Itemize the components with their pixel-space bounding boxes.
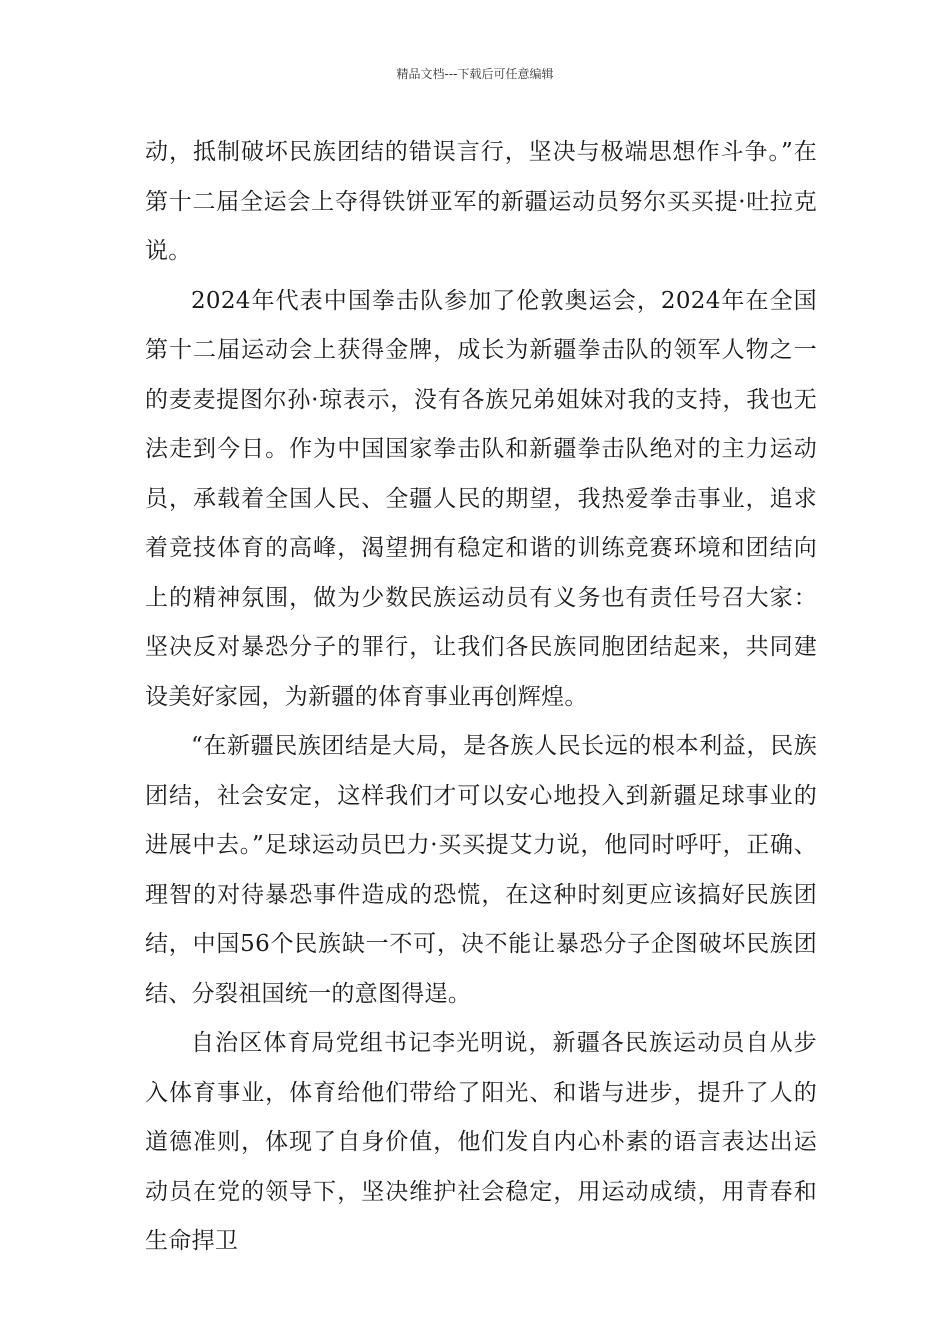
paragraph-continuation: 动，抵制破坏民族团结的错误言行，坚决与极端思想作斗争。”在第十二届全运会上夺得铁饼亚军的新疆运动员努尔买买提·吐拉克说。: [145, 139, 817, 264]
paragraph-boxer-quote: 2024年代表中国拳击队参加了伦敦奥运会，2024年在全国第十二届运动会上获得金牌，成长为新疆拳击队的领军人物之一的麦麦提图尔孙·琼表示，没有各族兄弟姐妹对我的支持，我也无法走到今日。作为中国国家拳击队和新疆拳击队绝对的主力运动员，承载着全国人民、全疆人民的期望，我热爱拳击事业，追求着竞技体育的高峰，渴望拥有稳定和谐的训练竞赛环境和团结向上的精神氛围，做为少数民族运动员有义务也有责任号召大家：坚决反对暴恐分子的罪行，让我们各民族同胞团结起来，共同建设美好家园，为新疆的体育事业再创辉煌。: [145, 287, 817, 710]
page-header-note: 精品文档---下载后可任意编辑: [396, 67, 554, 81]
document-body: [145, 128, 817, 1267]
paragraph-footballer-quote: “在新疆民族团结是大局，是各族人民长远的根本利益，民族团结，社会安定，这样我们才可以安心地投入到新疆足球事业的进展中去。”足球运动员巴力·买买提艾力说，他同时呼吁，正确、理智的对待暴恐事件造成的恐慌，在这种时刻更应该搞好民族团结，中国56个民族缺一不可，决不能让暴恐分子企图破坏民族团结、分裂祖国统一的意图得逞。: [145, 733, 817, 1007]
paragraph-sports-bureau: 自治区体育局党组书记李光明说，新疆各民族运动员自从步入体育事业，体育给他们带给了阳光、和谐与进步，提升了人的道德准则，体现了自身价值，他们发自内心朴素的语言表达出运动员在党的领导下，坚决维护社会稳定，用运动成绩，用青春和生命捍卫: [145, 1030, 817, 1254]
